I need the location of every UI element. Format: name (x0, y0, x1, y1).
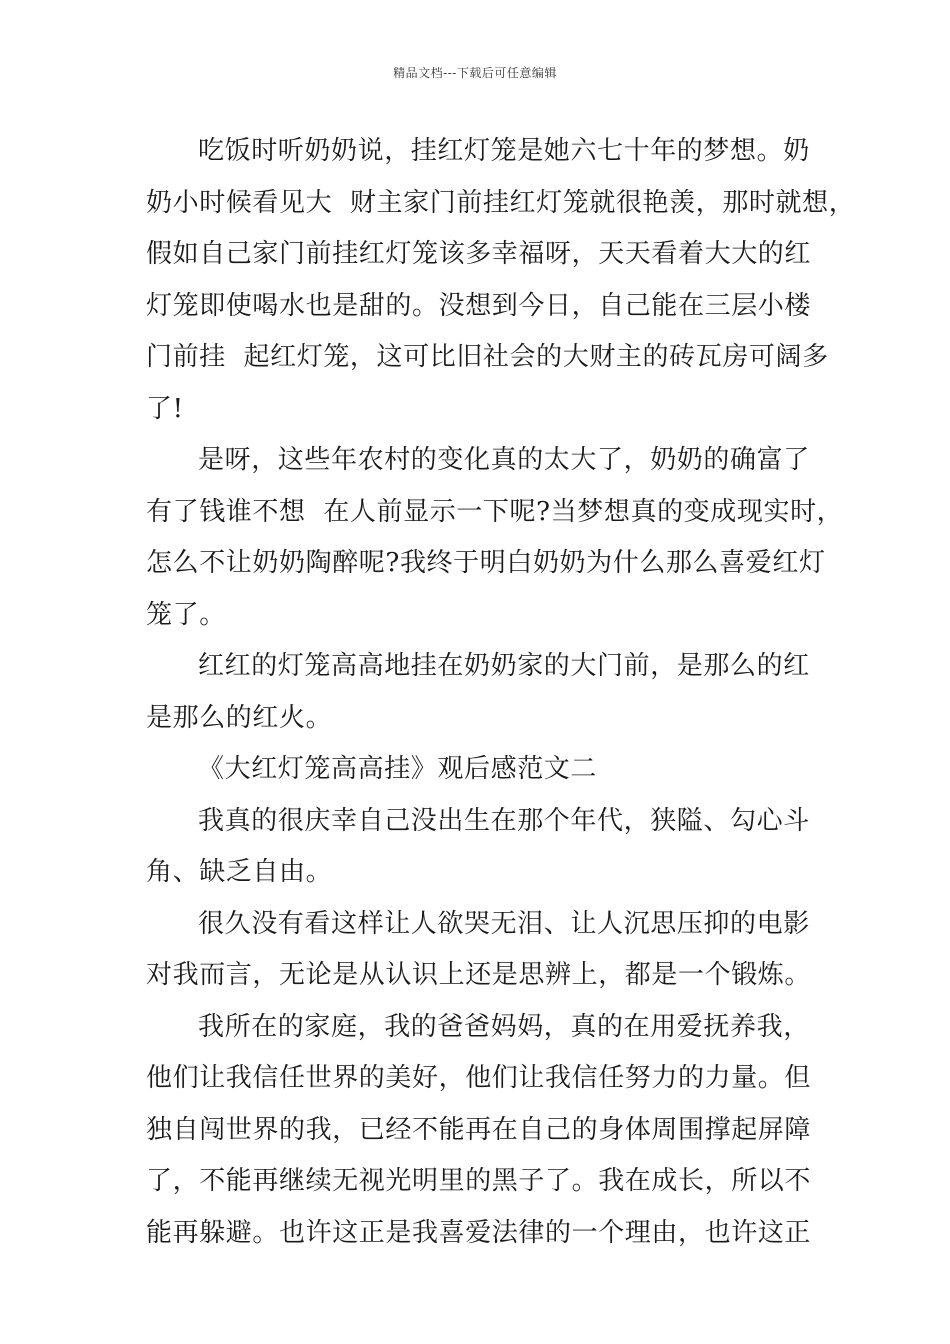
text-line: 角、缺乏自由。 (146, 857, 333, 887)
text-line: 《大红灯笼高高挂》观后感范文二 (198, 754, 598, 784)
text-line: 奶小时候看见大 财主家门前挂红灯笼就很艳羡，那时就想， (146, 187, 856, 218)
text-line: 是呀，这些年农村的变化真的太大了，奶奶的确富了 (198, 445, 810, 475)
text-line: 笼了。 (146, 599, 226, 630)
text-line: 红红的灯笼高高地挂在奶奶家的大门前，是那么的红 (198, 651, 810, 681)
page-header: 精品文档---下载后可任意编辑 (393, 66, 557, 80)
text-line: 他们让我信任世界的美好，他们让我信任努力的力量。但 (146, 1063, 812, 1093)
text-line: 我所在的家庭，我的爸爸妈妈，真的在用爱抚养我， (198, 1011, 810, 1042)
text-line: 能再躲避。也许这正是我喜爱法律的一个理由，也许这正 (146, 1217, 812, 1248)
text-line: 了，不能再继续无视光明里的黑子了。我在成长，所以不 (146, 1166, 812, 1196)
text-line: 假如自己家门前挂红灯笼该多幸福呀，天天看着大大的红 (146, 239, 812, 269)
text-line: 是那么的红火。 (146, 702, 333, 733)
text-line: 对我而言，无论是从认识上还是思辨上，都是一个锻炼。 (146, 960, 812, 990)
text-line: 很久没有看这样让人欲哭无泪、让人沉思压抑的电影 (198, 908, 810, 939)
text-line: 我真的很庆幸自己没出生在那个年代，狭隘、勾心斗 (198, 805, 810, 836)
text-line: 了! (146, 393, 184, 424)
text-line: 独自闯世界的我，已经不能再在自己的身体周围撑起屏障 (146, 1114, 812, 1145)
text-line: 有了钱谁不想 在人前显示一下呢?当梦想真的变成现实时， (146, 496, 844, 527)
document-body (146, 128, 856, 1261)
text-line: 门前挂 起红灯笼，这可比旧社会的大财主的砖瓦房可阔多 (146, 342, 829, 372)
text-line: 灯笼即使喝水也是甜的。没想到今日，自己能在三层小楼 (146, 290, 812, 321)
text-line: 吃饭时听奶奶说，挂红灯笼是她六七十年的梦想。奶 (198, 136, 810, 166)
text-line: 怎么不让奶奶陶醉呢?我终于明白奶奶为什么那么喜爱红灯 (146, 548, 826, 578)
